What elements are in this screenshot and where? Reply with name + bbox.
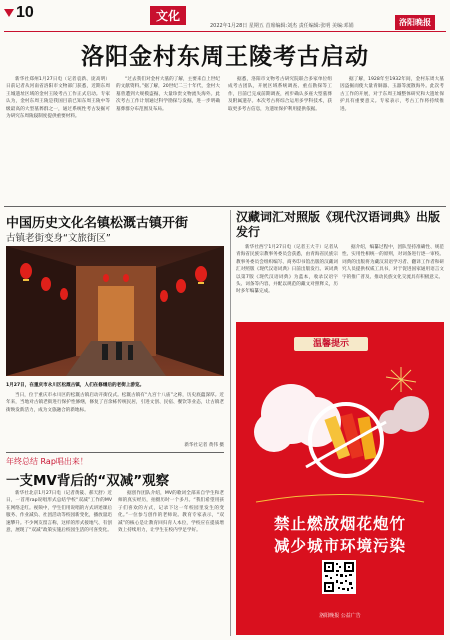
- town-photo-credit: 新华社记者 黄伟 摄: [184, 443, 224, 448]
- mv-article-kicker: 年终总结 Rap唱出来！: [6, 457, 88, 466]
- dictionary-article-title: 汉藏词汇对照版《现代汉语词典》出版发行: [236, 210, 441, 239]
- mv-column-1: 新华社北京1月27日电（记者黄筱、郝天舒）近日，一首用rap说唱形式总结学校“双减”工作的MV在网络走红。视频中，学生们用说唱的方式讲述课后服务、作业减负、社团活动等校园新变化，播放量迅速攀升。不少网友留言称，这样的形式接地气、有创意，展现了“双减”政策实施后校园生活的可喜变化。: [6, 491, 112, 534]
- mv-column-2: 据创作团队介绍，MV的歌词全部来自学生和老师的真实经历，拍摄历时一个多月。“我们希望用孩子们喜欢的方式，记录下这一年校园里发生的变化。”一位参与创作的老师说。教育专家表示，“双减”的核心是让教育回归育人本位，学校应在提质增效上持续用力，让学生在校内学足学好。: [118, 491, 224, 534]
- ad-headline-line-2: 减少城市环境污染: [273, 536, 406, 555]
- column-divider: [230, 210, 231, 636]
- page-header: [0, 0, 450, 30]
- lead-column-1: 新华社郑州1月27日电（记者袁新、庞高明）日前记者从河南省洛阳市文物部门获悉，近期东周王城遗址区域的金村王陵考古工作正式启动。专家认为，金村东周王陵是我国目前已知东周王陵中等级最高的大型墓葬群之一，通过系统性考古发掘可为研究东周陵寝制度提供重要材料。: [6, 77, 110, 120]
- page-number: 10: [4, 4, 34, 22]
- left-divider-rule: [6, 452, 224, 453]
- dictionary-column-1: 新华社西宁1月27日电（记者王大千）记者从青海省民族宗教事务委员会获悉，由青海省民族宗教事务委员会组织编写、商务印书馆出版的汉藏词汇对照版《现代汉语词典》日前出版发行。该词典以第7版《现代汉语词典》为蓝本，收录汉语字头、词条等内容，并配以规范的藏文对照释义，历时多年编纂完成。: [236, 245, 338, 295]
- lead-headline: 洛阳金村东周王陵考古启动: [81, 44, 369, 70]
- town-caption-body: 当日，位于重庆市永川区的松溉古镇启动开街仪式。松溉古镇有“九宫十八庙”之称，历史底蕴深厚。近年来，当地对古镇老街进行保护性修缮，修复了百余栋传统民居，引进文创、民宿、餐饮等业态，让古镇老街焕发新活力，成为文旅融合的新地标。: [6, 393, 224, 413]
- lead-column-3: 据悉，洛阳市文物考古研究院联合多家单位组成考古团队，开展区域系统调查、重点勘探等工作，目前已完成前期调查，初步确认多座大型墓葬及附属遗存。本次考古将综合运用多学科技术，获取更多考古信息，为遗址保护利用提供依据。: [228, 77, 332, 112]
- lead-column-4: 据了解，1928年至1932年间，金村东周大墓因盗掘而使大量青铜器、玉器等流散海外。此次考古工作的开展，对于东周王城整体研究和大遗址保护具有重要意义。专家表示，考古工作将持续推进。: [340, 77, 444, 112]
- mv-article-title: 一支MV背后的“双减”观察: [6, 473, 170, 489]
- ad-badge: 温馨提示: [294, 337, 368, 351]
- town-photo-caption: 1月27日，在重庆市永川区松溉古镇，人们在修缮后的老街上游览。: [6, 383, 145, 388]
- qr-code-icon: [322, 560, 356, 594]
- town-street-illustration: [6, 246, 224, 376]
- paper-logo: 洛阳晚报: [395, 15, 435, 30]
- header-rule: [4, 31, 446, 32]
- dictionary-column-2: 据介绍，编纂过程中，团队坚持准确性、规范性、实用性相统一的原则，对词条进行逐一审校。词典的出版将为藏汉双语学习者、翻译工作者和研究人员提供权威工具书，对于促进国家通用语言文字的推广普及、推动民族文化交流具有积极意义。: [342, 245, 444, 280]
- town-street-photo: [6, 246, 224, 376]
- fireworks-ban-ad: [236, 322, 444, 635]
- lead-column-2: “过去我们对金村大墓的了解，主要来自上世纪的文献资料。”据了解，20世纪二三十年代，金村大墓曾遭到大规模盗掘，大量珍贵文物流失海外。此次考古工作计划通过科学勘探与发掘，进一步明确墓葬群分布范围及布局。: [116, 77, 220, 112]
- section-label: 文化: [150, 6, 186, 25]
- ad-footer: 洛阳晚报 公益广告: [319, 613, 361, 619]
- lead-bottom-rule: [4, 206, 446, 207]
- header-info: 2022年1月28日 星期五 首席编辑:刘杰 责任编辑:张明 美编:邓娟: [210, 23, 354, 29]
- page-number-triangle-icon: [4, 9, 14, 17]
- town-article-title: 中国历史文化名镇松溉古镇开街: [6, 216, 189, 231]
- town-article-subtitle: 古镇老街变身“文旅街区”: [6, 233, 111, 244]
- ad-headline-line-1: 禁止燃放烟花炮竹: [273, 514, 406, 533]
